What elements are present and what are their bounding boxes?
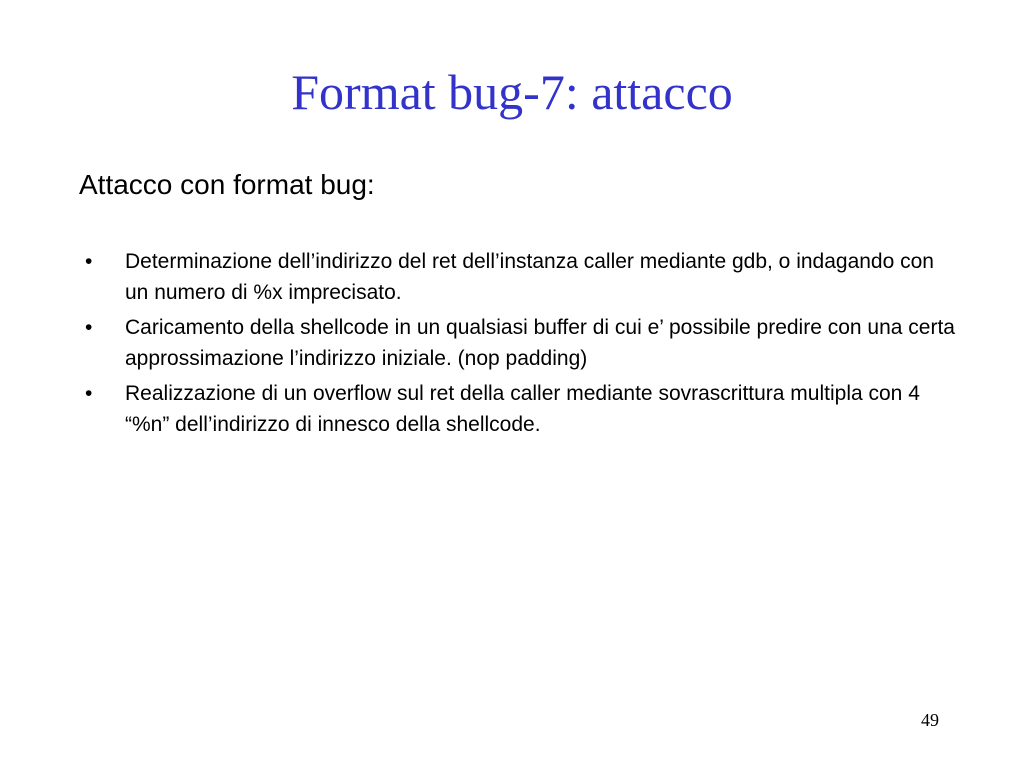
bullet-list (82, 246, 962, 444)
bullet-text: Caricamento della shellcode in un qualsiasi buffer di cui e’ possibile predire con una certa approssimazione l’indirizzo iniziale. (nop padding) (125, 316, 955, 370)
bullet-item (82, 312, 962, 374)
page-number: 49 (921, 710, 939, 730)
slide-subtitle: Attacco con format bug: (79, 169, 375, 200)
bullet-marker: • (85, 250, 93, 273)
bullet-text: Realizzazione di un overflow sul ret della caller mediante sovrascrittura multipla con 4 “%n” dell’indirizzo di innesco della shellcode. (125, 382, 920, 436)
bullet-text: Determinazione dell’indirizzo del ret dell’instanza caller mediante gdb, o indagando con un numero di %x imprecisato. (125, 250, 934, 304)
bullet-item (82, 246, 962, 308)
bullet-marker: • (85, 316, 93, 339)
bullet-marker: • (85, 382, 93, 405)
slide-title: Format bug-7: attacco (291, 64, 733, 120)
bullet-item (82, 378, 962, 440)
